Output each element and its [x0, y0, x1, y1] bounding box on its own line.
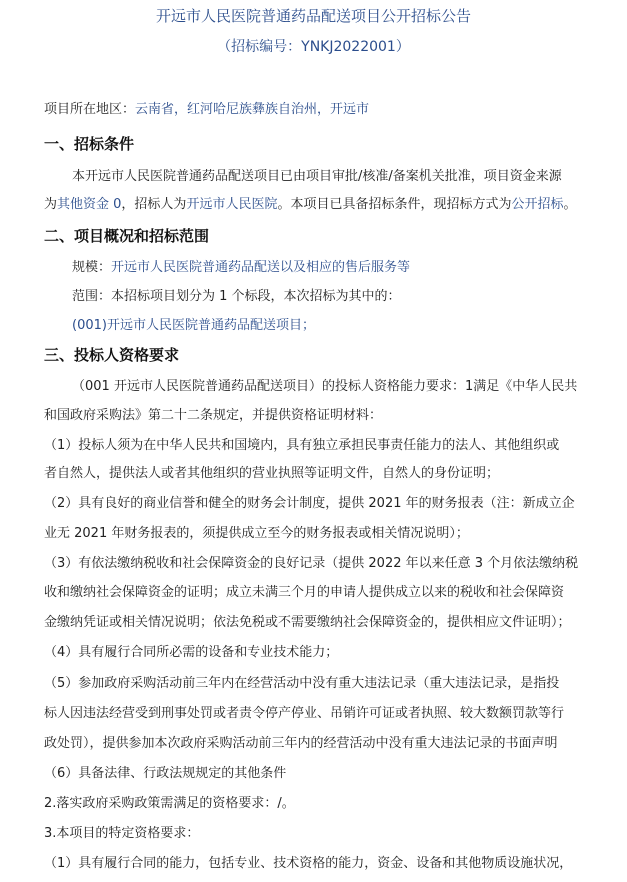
- location-label: 项目所在地区：: [44, 102, 136, 117]
- fund-source: 其他资金 0: [57, 197, 122, 212]
- item-1-line-a: （1）投标人须为在中华人民共和国境内，具有独立承担民事责任能力的法人、其他组织或: [44, 438, 560, 453]
- specific-requirement-item-1: （1）具有履行合同的能力，包括专业、技术资格的能力，资金、设备和其他物质设施状况，: [44, 856, 573, 871]
- policy-requirement-line: 2.落实政府采购政策需满足的资格要求：/。: [44, 796, 295, 811]
- item-4-line: （4）具有履行合同所必需的设备和专业技术能力；: [44, 645, 339, 660]
- section-1-line-1: 本开远市人民医院普通药品配送项目已由项目审批/核准/备案机关批准，项目资金来源: [72, 169, 562, 184]
- range-line: 范围：本招标项目划分为 1 个标段，本次招标为其中的：: [72, 289, 401, 304]
- text-span: 。本项目已具备招标条件，现招标方式为: [277, 197, 512, 212]
- scale-label: 规模：: [72, 260, 112, 275]
- scale-value: 开远市人民医院普通药品配送以及相应的售后服务等: [111, 260, 411, 275]
- item-2-line-b: 业无 2021 年财务报表的，须提供成立至今的财务报表或相关情况说明）；: [44, 526, 469, 541]
- section-1-title: 一、招标条件: [44, 135, 135, 153]
- item-5-line-b: 标人因违法经营受到刑事处罚或者责令停产停业、吊销许可证或者执照、较大数额罚款等行: [44, 706, 565, 721]
- item-3-line-c: 金缴纳凭证或相关情况说明；依法免税或不需要缴纳社会保障资金的，提供相应文件证明）；: [44, 615, 571, 630]
- item-2-line-a: （2）具有良好的商业信誉和健全的财务会计制度，提供 2021 年的财务报表（注：新成立企: [44, 496, 575, 511]
- section-1-line-2: [44, 197, 577, 213]
- specific-requirement-heading: 3.本项目的特定资格要求：: [44, 826, 200, 841]
- project-location: [44, 102, 369, 118]
- location-value: 云南省，红河哈尼族彝族自治州，开远市: [135, 102, 370, 117]
- scale-line: [72, 260, 410, 276]
- section-2-title: 二、项目概况和招标范围: [44, 227, 210, 245]
- item-5-line-a: （5）参加政府采购活动前三年内在经营活动中没有重大违法记录（重大违法记录，是指投: [44, 676, 560, 691]
- item-3-line-b: 收和缴纳社会保障资金的证明；成立未满三个月的申请人提供成立以来的税收和社会保障资: [44, 585, 565, 600]
- tenderer-name: 开远市人民医院: [186, 197, 278, 212]
- section-3-line-1: （001 开远市人民医院普通药品配送项目）的投标人资格能力要求：1满足《中华人民共: [72, 379, 578, 394]
- text-span: 为: [44, 197, 58, 212]
- item-3-line-a: （3）有依法缴纳税收和社会保障资金的良好记录（提供 2022 年以来任意 3 个月依法缴纳税: [44, 556, 579, 571]
- item-1-line-b: 者自然人，提供法人或者其他组织的营业执照等证明文件，自然人的身份证明；: [44, 466, 500, 481]
- lot-line: (001)开远市人民医院普通药品配送项目；: [72, 318, 315, 333]
- text-span: 。: [563, 197, 577, 212]
- item-6-line: （6）具备法律、行政法规规定的其他条件: [44, 766, 287, 781]
- text-span: ，招标人为: [121, 197, 187, 212]
- page-title: 开远市人民医院普通药品配送项目公开招标公告: [155, 7, 471, 25]
- tender-method: 公开招标: [511, 197, 564, 212]
- tender-code: （招标编号：YNKJ2022001）: [217, 39, 410, 55]
- section-3-title: 三、投标人资格要求: [44, 346, 180, 364]
- section-3-line-2: 和国政府采购法》第二十二条规定，并提供资格证明材料：: [44, 408, 383, 423]
- item-5-line-c: 政处罚），提供参加本次政府采购活动前三年内的经营活动中没有重大违法记录的书面声明: [44, 736, 558, 751]
